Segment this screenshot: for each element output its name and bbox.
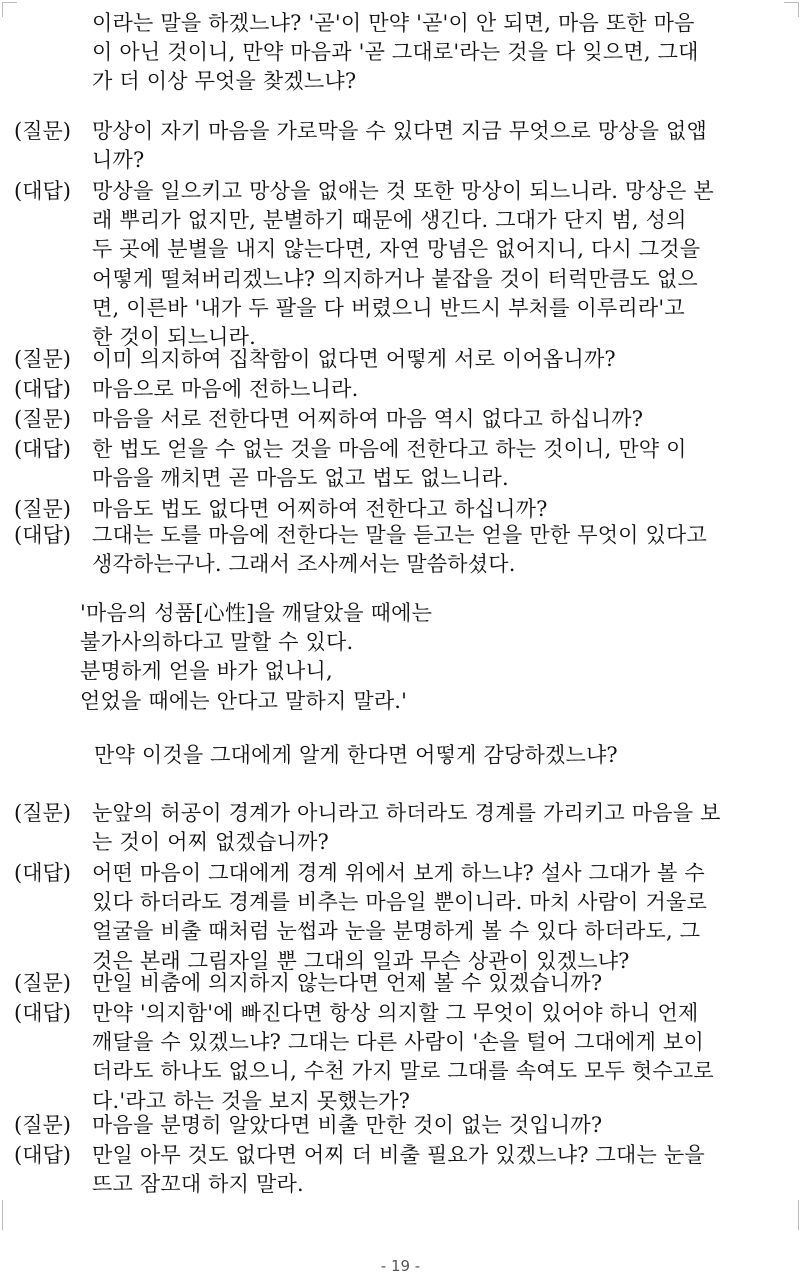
text-line: 어떻게 떨쳐버리겠느냐? 의지하거나 붙잡을 것이 터럭만큼도 없으 [92,266,698,291]
answer-label: (대답) [14,1143,71,1167]
text-line: 는 것이 어찌 없겠습니까? [92,830,329,855]
answer-label: (대답) [14,861,71,885]
text-line: 마음을 깨치면 곧 마음도 없고 법도 없느니라. [92,466,509,491]
text-line: 더라도 하나도 없으니, 수천 가지 말로 그대를 속여도 모두 헛수고로 [92,1059,714,1084]
page-number: - 19 - [380,1257,421,1275]
text-line: 만일 비춤에 의지하지 않는다면 언제 볼 수 있겠습니까? [92,971,603,995]
text-line: 래 뿌리가 없지만, 분별하기 때문에 생긴다. 그대가 단지 범, 성의 [92,208,687,233]
answer-label: (대답) [14,523,71,547]
text-line: 그대는 도를 마음에 전한다는 말을 듣고는 얻을 만한 무엇이 있다고 [92,523,707,547]
question-label: (질문) [14,497,71,521]
text-line: 이 아닌 것이니, 만약 마음과 '곧 그대로'라는 것을 다 잊으면, 그대 [92,40,699,65]
question-label: (질문) [14,119,71,143]
text-line: 생각하는구나. 그래서 조사께서는 말씀하셨다. [92,552,516,577]
answer-label: (대답) [14,437,71,461]
text-line: 다.'라고 하는 것을 보지 못했는가? [92,1088,411,1113]
text-line: 가 더 이상 무엇을 찾겠느냐? [92,69,357,94]
text-line: 만약 '의지함'에 빠진다면 항상 의지할 그 무엇이 있어야 하니 언제 [92,1001,699,1025]
text-line: 있다 하더라도 경계를 비추는 마음일 뿐이니라. 마치 사람이 거울로 [92,890,707,915]
text-line: 만약 이것을 그대에게 알게 한다면 어떻게 감당하겠느냐? [94,743,618,767]
question-label: (질문) [14,1113,71,1137]
crop-mark-bottom-left [2,1200,17,1230]
text-line: 망상을 일으키고 망상을 없애는 것 또한 망상이 되느니라. 망상은 본 [92,179,714,203]
verse-line: 얻었을 때에는 안다고 말하지 말라.' [80,688,408,713]
text-line: 어떤 마음이 그대에게 경계 위에서 보게 하느냐? 설사 그대가 볼 수 [92,861,705,885]
text-line: 마음을 서로 전한다면 어찌하여 마음 역시 없다고 하십니까? [92,407,644,431]
text-line: 얼굴을 비출 때처럼 눈썹과 눈을 분명하게 볼 수 있다 하더라도, 그 [92,919,701,944]
question-label: (질문) [14,971,71,995]
text-line: 이라는 말을 하겠느냐? '곧'이 만약 '곧'이 안 되면, 마음 또한 마음 [92,11,695,35]
text-line: 만일 아무 것도 없다면 어찌 더 비출 필요가 있겠느냐? 그대는 눈을 [92,1143,705,1167]
answer-label: (대답) [14,377,71,401]
text-line: 면, 이른바 '내가 두 팔을 다 버렸으니 반드시 부처를 이루리라'고 [92,295,685,320]
text-line: 마음도 법도 없다면 어찌하여 전한다고 하십니까? [92,497,548,521]
text-line: 뜨고 잠꼬대 하지 말라. [92,1172,304,1197]
text-line: 망상이 자기 마음을 가로막을 수 있다면 지금 무엇으로 망상을 없앱 [92,119,707,143]
crop-mark-top-left [2,2,17,17]
text-line: 이미 의지하여 집착함이 없다면 어떻게 서로 이어옵니까? [92,347,616,371]
text-line: 한 것이 되느니라. [92,325,257,349]
text-line: 한 법도 얻을 수 없는 것을 마음에 전한다고 하는 것이니, 만약 이 [92,437,687,461]
text-line: 눈앞의 허공이 경계가 아니라고 하더라도 경계를 가리키고 마음을 보 [92,801,721,825]
text-line: 두 곳에 분별을 내지 않는다면, 자연 망념은 없어지니, 다시 그것을 [92,237,701,262]
answer-label: (대답) [14,179,71,203]
question-label: (질문) [14,407,71,431]
question-label: (질문) [14,347,71,371]
text-line: 니까? [92,148,145,173]
crop-mark-top-right [784,2,799,17]
text-line: 것은 본래 그림자일 뿐 그대의 일과 무슨 상관이 있겠느냐? [92,948,630,973]
text-line: 마음으로 마음에 전하느니라. [92,377,359,401]
answer-label: (대답) [14,1001,71,1025]
verse-line: 분명하게 얻을 바가 없나니, [80,659,333,684]
verse-line: 불가사의하다고 말할 수 있다. [80,630,354,655]
text-line: 마음을 분명히 알았다면 비출 만한 것이 없는 것입니까? [92,1113,603,1137]
crop-mark-bottom-right [784,1200,799,1230]
verse-line: '마음의 성품[心性]을 깨달았을 때에는 [80,601,433,625]
question-label: (질문) [14,801,71,825]
text-line: 깨달을 수 있겠느냐? 그대는 다른 사람이 '손을 털어 그대에게 보이 [92,1030,704,1055]
